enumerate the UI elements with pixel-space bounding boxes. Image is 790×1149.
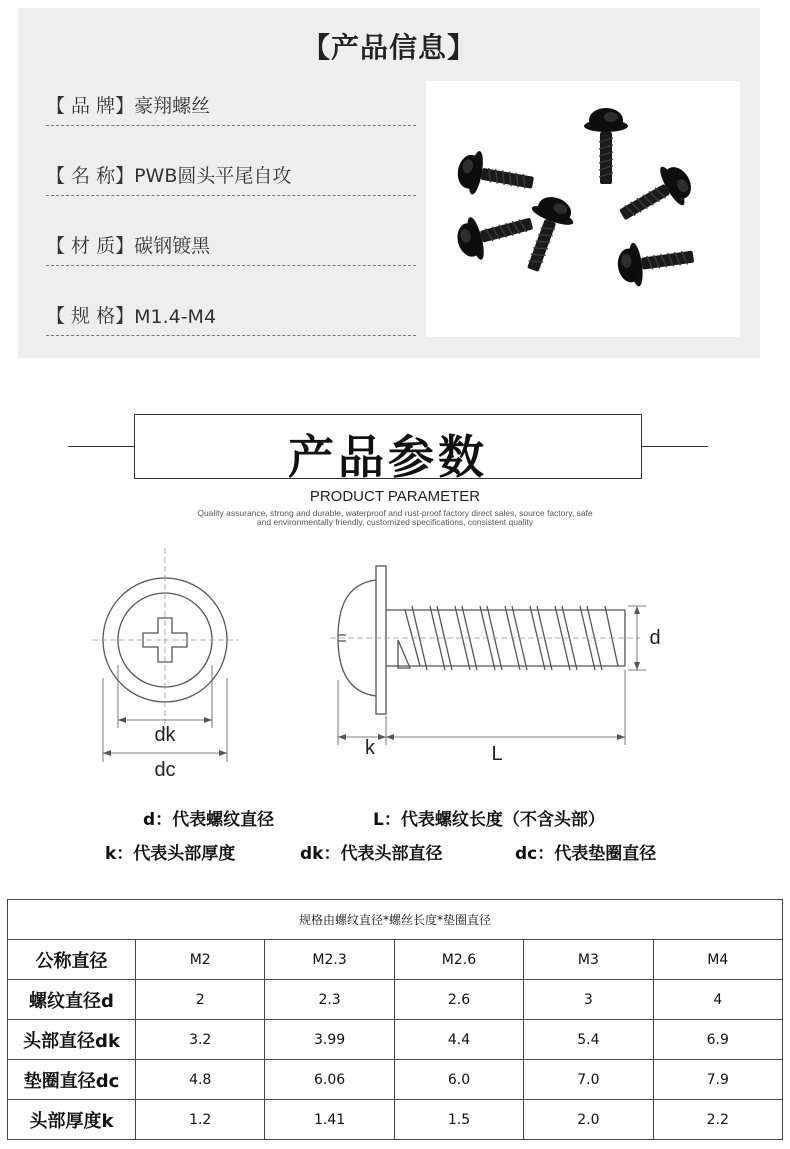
param-title-box [134, 414, 642, 484]
table-cell: 6.9 [653, 1020, 782, 1060]
param-desc-line2: and environmentally friendly, customized specifications, consistent quality [256, 517, 534, 527]
label-d: d [649, 627, 661, 649]
table-cell: 1.5 [394, 1100, 523, 1140]
table-cell: M2.3 [265, 940, 394, 980]
table-cell: 6.06 [265, 1060, 394, 1100]
side-view [330, 566, 640, 714]
table-row [8, 980, 783, 1020]
table-cell: 2 [136, 980, 265, 1020]
legend-d: d：代表螺纹直径 [143, 810, 275, 830]
param-desc-line1: Quality assurance, strong and durable, waterproof and rust-proof factory direct sales, source factory, safe [197, 508, 593, 518]
param-description [145, 509, 645, 527]
param-subtitle: PRODUCT PARAMETER [309, 488, 481, 505]
table-cell: 3.2 [136, 1020, 265, 1060]
spec-table [7, 899, 783, 1140]
product-photo [426, 81, 740, 337]
legend-k: k：代表头部厚度 [105, 844, 236, 864]
info-label: 【 规 格】 [46, 305, 135, 327]
table-cell: 2.3 [265, 980, 394, 1020]
header-line-right [642, 446, 708, 447]
table-cell: M2.6 [394, 940, 523, 980]
table-caption-row [8, 900, 783, 940]
info-row-material [46, 226, 416, 266]
table-cell: 3.99 [265, 1020, 394, 1060]
table-cell: 1.2 [136, 1100, 265, 1140]
table-cell: 7.0 [524, 1060, 653, 1100]
table-cell: 4.8 [136, 1060, 265, 1100]
legend-dc: dc：代表垫圈直径 [515, 844, 657, 864]
table-cell: M4 [653, 940, 782, 980]
table-row [8, 1100, 783, 1140]
info-label: 【 名 称】 [46, 165, 135, 187]
info-label: 【 品 牌】 [46, 95, 135, 117]
info-value: 碳钢镀黑 [134, 235, 211, 257]
info-row-brand [46, 86, 416, 126]
table-row [8, 1060, 783, 1100]
info-value: 豪翔螺丝 [134, 95, 211, 117]
table-cell: M2 [136, 940, 265, 980]
info-value: M1.4-M4 [134, 306, 217, 328]
table-cell: 1.41 [265, 1100, 394, 1140]
legend-L: L：代表螺纹长度（不含头部） [373, 810, 605, 830]
table-cell: 6.0 [394, 1060, 523, 1100]
label-dc: dc [154, 759, 176, 781]
table-cell: 4 [653, 980, 782, 1020]
table-caption: 规格由螺纹直径*螺丝长度*垫圈直径 [8, 900, 783, 940]
table-cell: 5.4 [524, 1020, 653, 1060]
header-line-left [68, 446, 134, 447]
info-value: PWB圆头平尾自攻 [134, 165, 292, 187]
table-cell: 4.4 [394, 1020, 523, 1060]
table-cell: 3 [524, 980, 653, 1020]
param-title: 产品参数 [288, 430, 488, 484]
table-cell: 7.9 [653, 1060, 782, 1100]
info-label: 【 材 质】 [46, 235, 135, 257]
table-cell: 2.6 [394, 980, 523, 1020]
info-row-spec [46, 296, 416, 336]
label-k: k [365, 737, 375, 759]
table-cell: 2.0 [524, 1100, 653, 1140]
product-info-title: 【产品信息】 [301, 31, 476, 64]
label-L: L [491, 743, 503, 765]
product-info-panel [18, 8, 760, 358]
table-cell: 2.2 [653, 1100, 782, 1140]
screw-dimension-diagram [0, 540, 790, 800]
info-row-name [46, 156, 416, 196]
table-row [8, 1020, 783, 1060]
row-header: 公称直径 [8, 940, 136, 980]
row-header: 头部直径dk [8, 1020, 136, 1060]
table-row [8, 940, 783, 980]
legend-dk: dk：代表头部直径 [300, 844, 443, 864]
row-header: 螺纹直径d [8, 980, 136, 1020]
table-cell: M3 [524, 940, 653, 980]
label-dk: dk [154, 724, 176, 746]
row-header: 头部厚度k [8, 1100, 136, 1140]
row-header: 垫圈直径dc [8, 1060, 136, 1100]
